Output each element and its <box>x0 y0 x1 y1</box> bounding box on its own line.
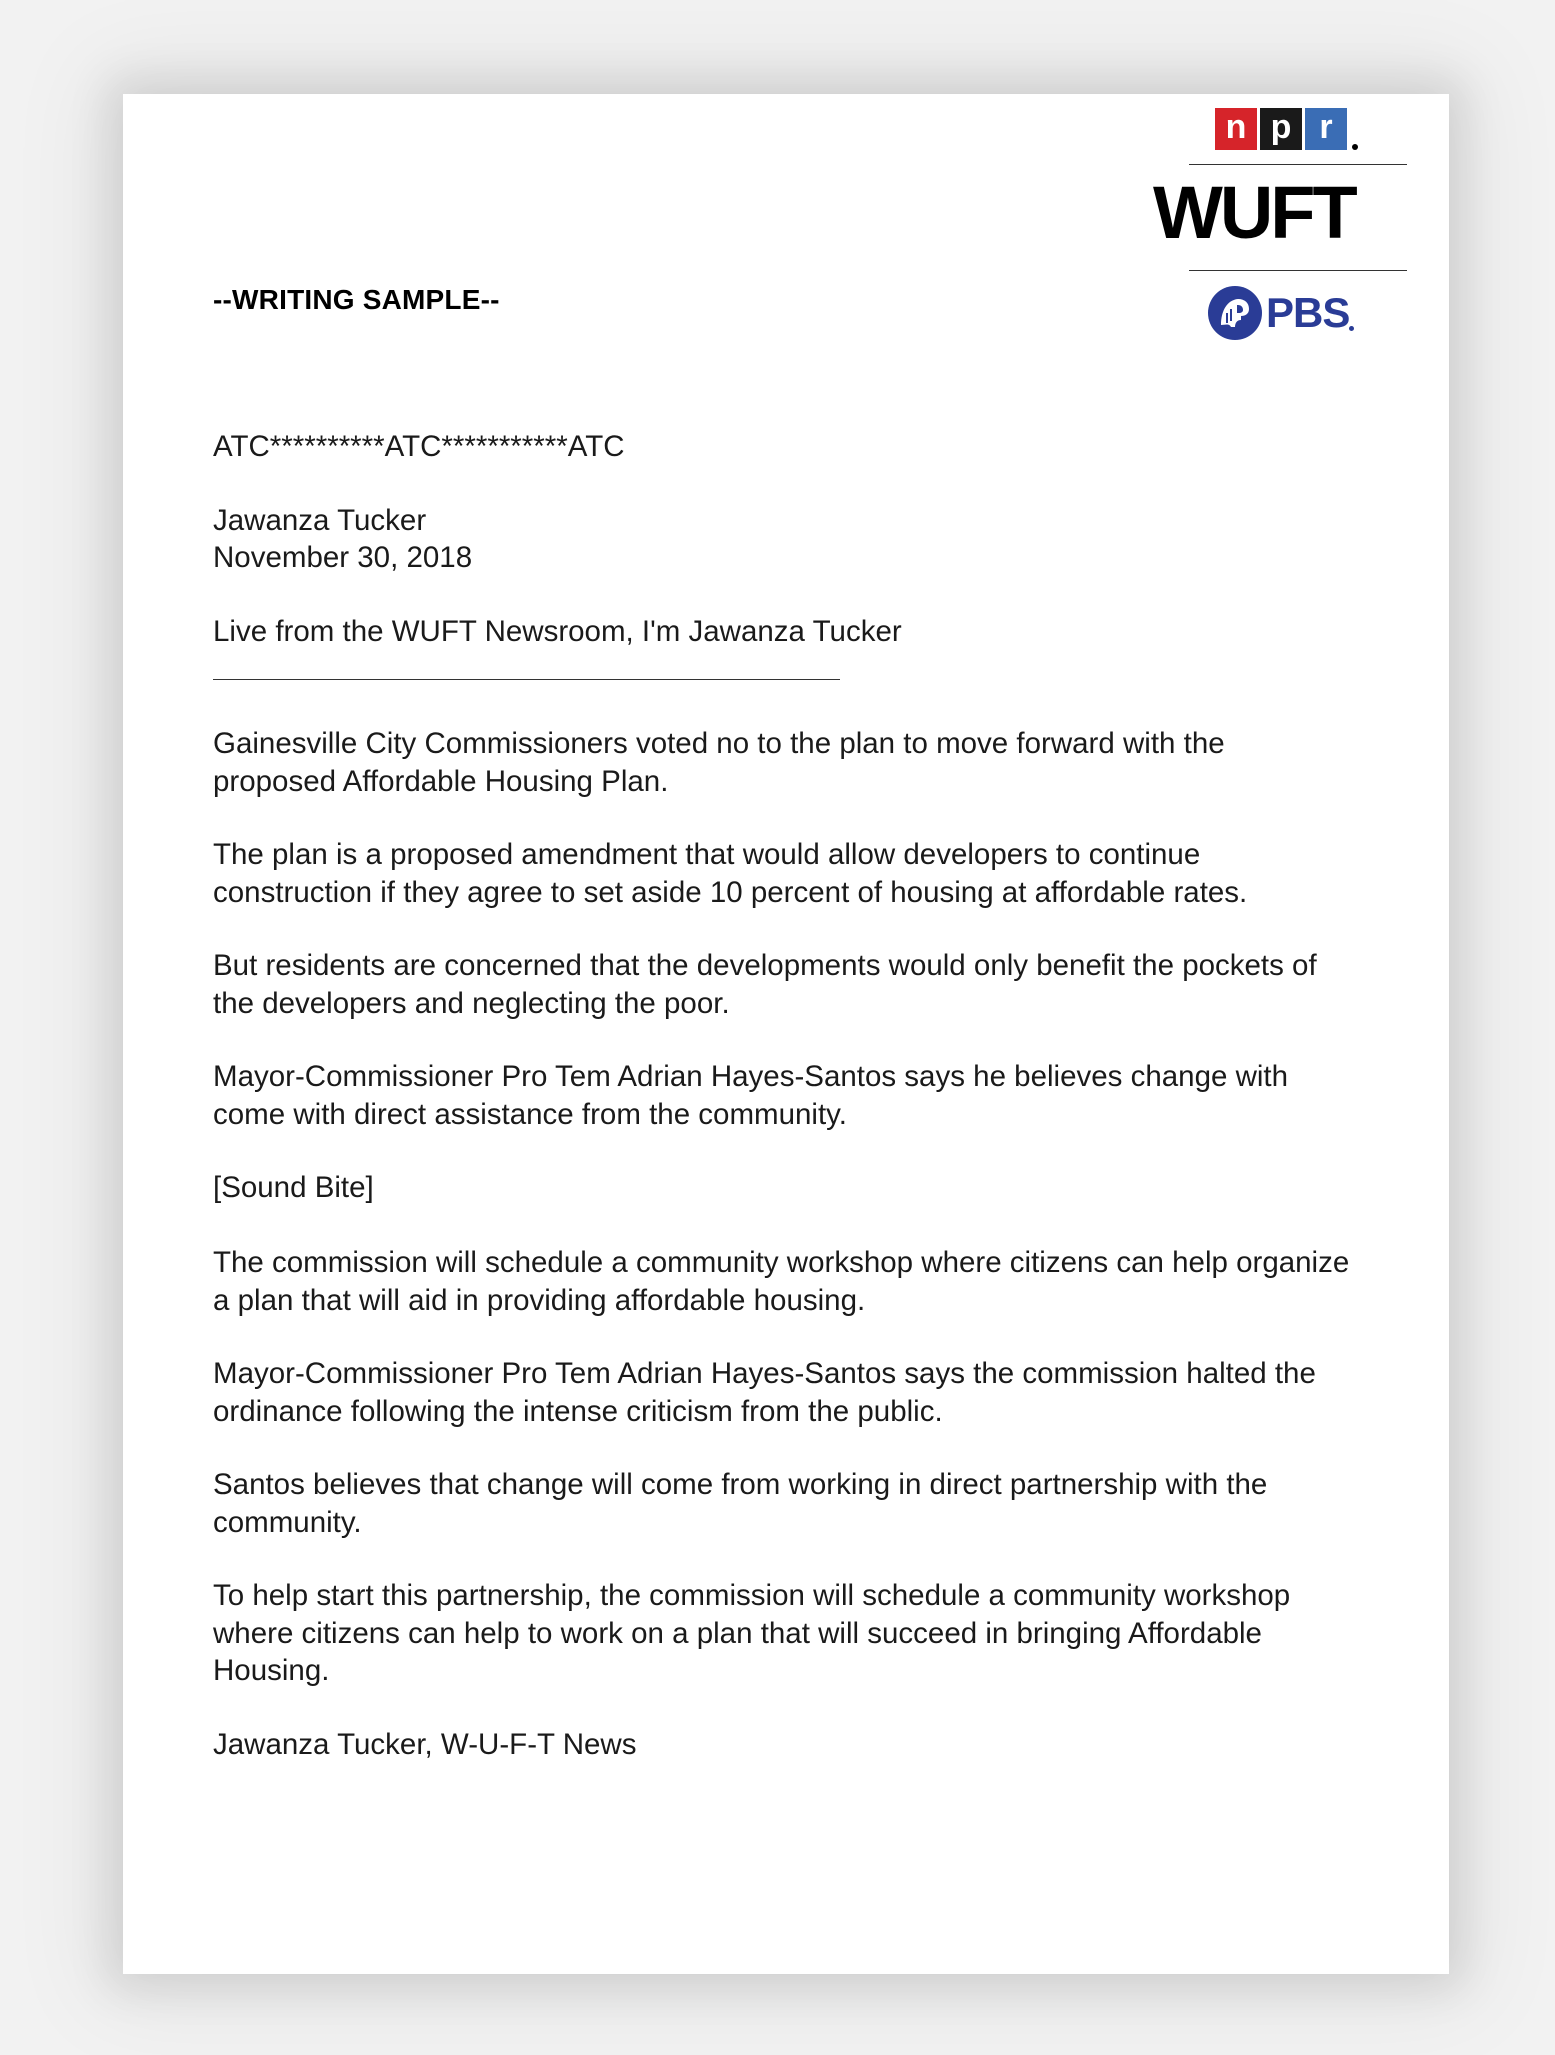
paragraph-2: The plan is a proposed amendment that would allow developers to continue construction if they agree to set aside 10 percent of housing at affordable rates. <box>213 838 1248 909</box>
paragraph-3: But residents are concerned that the developments would only benefit the pockets of the developers and neglecting the poor. <box>213 949 1317 1020</box>
sign-off: Jawanza Tucker, W-U-F-T News <box>213 1728 637 1761</box>
npr-dot <box>1352 144 1358 150</box>
npr-letter-r: r <box>1305 108 1347 150</box>
paragraph-6: Mayor-Commissioner Pro Tem Adrian Hayes-Santos says the commission halted the ordinance following the intense criticism from the public. <box>213 1357 1316 1428</box>
intro-line: Live from the WUFT Newsroom, I'm Jawanza Tucker <box>213 615 902 648</box>
intro-underline <box>213 679 840 680</box>
pbs-head-icon <box>1207 285 1263 341</box>
reporter-name: Jawanza Tucker <box>213 504 427 537</box>
npr-letter-n: n <box>1215 108 1257 150</box>
sound-bite-marker: [Sound Bite] <box>213 1171 374 1204</box>
paragraph-5: The commission will schedule a community workshop where citizens can help organize a plan that will aid in providing affordable housing. <box>213 1246 1350 1317</box>
logo-divider-top <box>1189 164 1407 165</box>
document-page <box>123 94 1449 1974</box>
writing-sample-heading: --WRITING SAMPLE-- <box>213 284 500 315</box>
paragraph-7: Santos believes that change will come from working in direct partnership with the community. <box>213 1468 1268 1539</box>
pbs-logo <box>1207 283 1354 343</box>
npr-letter-p: p <box>1260 108 1302 150</box>
pbs-wordmark: PBS <box>1266 289 1350 336</box>
paragraph-1: Gainesville City Commissioners voted no to the plan to move forward with the proposed Affordable Housing Plan. <box>213 727 1225 798</box>
paragraph-8: To help start this partnership, the commission will schedule a community workshop where citizens can help to work on a plan that will succeed in bringing Affordable Housing. <box>213 1579 1291 1687</box>
wuft-wordmark: WUFT <box>1153 171 1355 254</box>
logo-divider-bottom <box>1189 270 1407 271</box>
story-date: November 30, 2018 <box>213 541 473 574</box>
paragraph-4: Mayor-Commissioner Pro Tem Adrian Hayes-Santos says he believes change with come with direct assistance from the community. <box>213 1060 1289 1131</box>
slug-line: ATC**********ATC***********ATC <box>213 430 625 463</box>
npr-wuft-pbs-logo <box>1153 108 1413 336</box>
pbs-dot <box>1349 326 1354 331</box>
npr-logo <box>1215 108 1358 150</box>
